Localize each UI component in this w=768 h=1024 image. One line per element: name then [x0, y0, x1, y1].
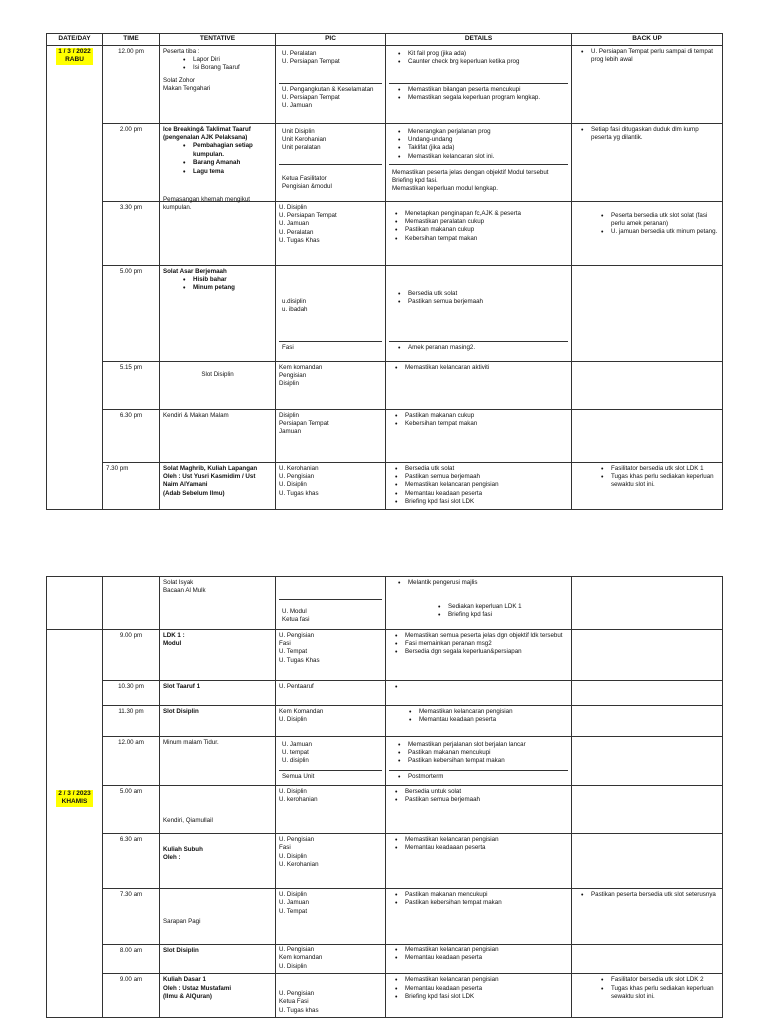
pic-text: U. Disiplin — [279, 481, 307, 489]
list-item: • Menetapkan penginapan fc,AJK & peserta — [405, 210, 568, 218]
time-cell: 6.30 pm — [103, 409, 160, 462]
list-item: • Fasi memainkan peranan msg2 — [405, 640, 568, 648]
time-cell: 12.00 am — [103, 736, 160, 785]
tentative-cell — [160, 577, 276, 630]
list-item: • Memastikan kelancaran aktiviti — [405, 364, 568, 372]
time-cell: 5.00 pm — [103, 265, 160, 361]
pic-text: U. Pengangkutan & Keselamatan — [282, 85, 374, 93]
pic-text: U. tempat — [282, 749, 309, 757]
tentative-cell: Slot Disiplin — [160, 945, 276, 974]
list-item: • Caunter check brg keperluan ketika prog — [408, 58, 565, 66]
list-item: • Kit fail prog (jika ada) — [408, 50, 565, 58]
table-row — [47, 786, 723, 834]
tentative-cell — [160, 629, 276, 680]
pic-text: U. Persiapan Tempat — [279, 212, 337, 220]
list-item: • Undang-undang — [408, 136, 565, 144]
tentative-text: Bacaan Al Mulk — [163, 587, 206, 595]
list-item: • Pembahagian setiap kumpulan. — [193, 142, 272, 159]
details-cell — [386, 834, 572, 889]
time-cell: 10.30 pm — [103, 680, 160, 705]
pic-text: U. Tempat — [279, 648, 308, 656]
table-row — [47, 705, 723, 736]
list-item: • Memastikan perjalanan slot berjalan lancar — [408, 741, 565, 749]
details-cell — [386, 201, 572, 265]
list-item: • Taklifat (jika ada) — [408, 144, 565, 152]
day-text: RABU — [65, 56, 84, 64]
backup-cell — [572, 265, 723, 361]
pic-text: U. Tugas Khas — [279, 656, 320, 664]
pic-text: U. Jamuan — [279, 220, 309, 228]
header-pic: PIC — [276, 34, 386, 46]
tentative-cell — [160, 265, 276, 361]
table-row — [47, 462, 723, 509]
list-item: • Memastikan kelancaran slot ini. — [408, 153, 565, 161]
pic-cell — [276, 45, 386, 123]
list-item: • Isi Borang Taaruf — [193, 64, 272, 72]
list-item: • Postmorterm — [408, 773, 565, 781]
header-tentative: TENTATIVE — [160, 34, 276, 46]
details-text: Briefing kpd fasi. — [392, 177, 438, 185]
backup-cell — [572, 123, 723, 201]
pic-cell — [276, 705, 386, 736]
list-item: • Memastikan segala keperluan program lengkap. — [408, 94, 565, 102]
list-item: • Minum petang — [193, 284, 272, 292]
backup-cell — [572, 577, 723, 630]
time-cell: 12.00 pm — [103, 45, 160, 123]
list-item: • Memastikan kelancaran pengisian — [405, 946, 568, 954]
list-item: • Pastikan makanan mencukupi — [408, 749, 565, 757]
tentative-text: Peserta tiba : — [163, 47, 200, 55]
list-item: • U. jamuan bersedia utk minum petang. — [611, 228, 719, 236]
pic-text: Ketua Fasilitator — [282, 174, 327, 182]
list-item: • Fasilitator bersedia utk slot LDK 2 — [611, 976, 719, 984]
pic-text: Unit Kerohanian — [282, 136, 327, 144]
list-item: • U. Persiapan Tempat perlu sampai di tempat prog lebih awal — [591, 48, 719, 65]
list-item: • Tugas khas perlu sediakan keperluan sewaktu slot ini. — [611, 985, 719, 1002]
pic-text: Unit Disiplin — [282, 127, 315, 135]
pic-text: Kem komandan — [279, 363, 323, 371]
pic-cell — [276, 974, 386, 1018]
details-text: Memastikan peserta jelas dengan objektif Modul tersebut — [392, 168, 549, 176]
tentative-cell — [160, 123, 276, 201]
details-cell — [386, 265, 572, 361]
time-cell: 5.15 pm — [103, 361, 160, 409]
list-item: • Pastikan semua berjemaah — [405, 473, 568, 481]
pic-text: U. Pengisian — [279, 473, 315, 481]
date-text: 1 / 3 / 2022 — [58, 47, 91, 55]
table-row — [47, 974, 723, 1018]
list-item: • Memastikan kelancaran pengisian — [405, 836, 568, 844]
pic-cell — [276, 786, 386, 834]
list-item: • Pastikan makanan mencukupi — [405, 891, 568, 899]
backup-cell — [572, 786, 723, 834]
header-details: DETAILS — [386, 34, 572, 46]
pic-text: Fasi — [279, 844, 291, 852]
backup-cell — [572, 736, 723, 785]
list-item: • Melantik pengerusi majlis — [408, 579, 565, 587]
list-item: • Amek peranan masing2. — [408, 344, 565, 352]
backup-cell — [572, 974, 723, 1018]
pic-text: Pengisian — [279, 372, 307, 380]
tentative-cell — [160, 409, 276, 462]
list-item: • Memastikan kelancaran pengisian — [405, 976, 568, 984]
time-cell: 9.00 pm — [103, 629, 160, 680]
table-row — [47, 834, 723, 889]
tentative-cell: Slot Disiplin — [160, 705, 276, 736]
pic-cell — [276, 945, 386, 974]
details-cell — [386, 462, 572, 509]
tentative-text: Kendiri, Qiamullail — [163, 816, 213, 824]
details-cell — [386, 577, 572, 630]
tentative-text: (Ilmu & AlQuran) — [163, 992, 212, 1000]
pic-text: U. Persiapan Tempat — [282, 94, 340, 102]
list-item: • Memastikan kelancaran pengisian — [405, 481, 568, 489]
day-text: KHAMIS — [61, 798, 88, 806]
tentative-text: (Adab Sebelum Ilmu) — [163, 489, 225, 497]
pic-text: U. Persiapan Tempat — [282, 58, 340, 66]
pic-text: U. Disiplin — [279, 891, 307, 899]
list-item: • Setiap fasi ditugaskan duduk dlm kump peserta yg dilantik. — [591, 126, 719, 143]
tentative-text: Ice Breaking& Taklimat Taaruf (pengenalan AJK Pelaksana) — [163, 125, 251, 142]
pic-text: Fasi — [282, 343, 294, 351]
tentative-cell: Slot Taaruf 1 — [160, 680, 276, 705]
pic-cell — [276, 629, 386, 680]
time-cell — [103, 577, 160, 630]
pic-text: Kem komandan — [279, 954, 323, 962]
pic-text: U. Kerohanian — [279, 861, 319, 869]
list-item: • Memantau keadaaan peserta — [405, 844, 568, 852]
table-row — [47, 361, 723, 409]
details-cell — [386, 786, 572, 834]
tentative-text: LDK 1 : — [163, 631, 185, 639]
tentative-cell — [160, 786, 276, 834]
backup-cell — [572, 705, 723, 736]
details-cell — [386, 736, 572, 785]
pic-cell — [276, 889, 386, 945]
pic-text: U. disiplin — [282, 757, 309, 765]
pic-text: u.disiplin — [282, 297, 307, 305]
table-row — [47, 265, 723, 361]
list-item: • Memastikan peralatan cukup — [405, 218, 568, 226]
list-item: • Kebersihan tempat makan — [405, 420, 568, 428]
pic-cell — [276, 201, 386, 265]
backup-cell — [572, 629, 723, 680]
pic-text: Kem Komandan — [279, 707, 324, 715]
tentative-text: Kuliah Dasar 1 — [163, 976, 206, 984]
pic-cell — [276, 462, 386, 509]
pic-text: U. Peralatan — [279, 228, 314, 236]
pic-cell — [276, 361, 386, 409]
list-item: • Barang Amanah — [193, 159, 272, 167]
pic-text: U. Pengisian — [279, 631, 315, 639]
backup-cell — [572, 45, 723, 123]
backup-cell — [572, 361, 723, 409]
tentative-cell: Minum malam Tidur. — [160, 736, 276, 785]
table-header-row — [47, 34, 723, 46]
tentative-cell — [160, 462, 276, 509]
tentative-text: Kuliah Subuh — [163, 846, 203, 854]
pic-text: U. Disiplin — [279, 788, 307, 796]
table-row — [47, 889, 723, 945]
backup-cell — [572, 680, 723, 705]
details-cell — [386, 629, 572, 680]
list-item: • Bersedia utk solat — [408, 290, 565, 298]
pic-cell — [276, 123, 386, 201]
tentative-text: Solat Maghrib, Kuliah Lapangan — [163, 464, 258, 472]
backup-cell — [572, 462, 723, 509]
pic-text: U. Pengisian — [279, 946, 315, 954]
list-item: • Briefing kpd fasi slot LDK — [405, 498, 568, 506]
list-item: • Briefing kpd fasi slot LDK — [405, 993, 568, 1001]
date-text: 2 / 3 / 2023 — [58, 789, 91, 797]
backup-cell — [572, 834, 723, 889]
list-item: • Sediakan keperluan LDK 1 — [448, 603, 565, 611]
pic-text: U. Pengisian — [279, 990, 315, 998]
table-row — [47, 45, 723, 123]
pic-text: u. ibadah — [282, 306, 308, 314]
pic-text: U. Jamuan — [282, 102, 312, 110]
table-row — [47, 123, 723, 201]
list-item: • Lagu tema — [193, 168, 272, 176]
tentative-cell — [160, 889, 276, 945]
table-row — [47, 680, 723, 705]
pic-text: Jamuan — [279, 428, 302, 436]
pic-text: U. Kerohanian — [279, 464, 319, 472]
tentative-text: Solat Isyak — [163, 579, 194, 586]
list-item: • Memantau keadaan peserta — [419, 716, 568, 724]
date-highlight — [56, 48, 93, 65]
list-item: • Fasilitator bersedia utk slot LDK 1 — [611, 465, 719, 473]
details-cell — [386, 945, 572, 974]
tentative-cell — [160, 834, 276, 889]
pic-text: U. Disiplin — [279, 962, 307, 970]
table-row — [47, 945, 723, 974]
details-text: Memastikan keperluan modul lengkap. — [392, 185, 498, 193]
list-item: • Tugas khas perlu sediakan keperluan sewaktu slot ini. — [611, 473, 719, 490]
list-item: • Kebersihan tempat makan — [405, 235, 568, 243]
time-cell: 11.30 pm — [103, 705, 160, 736]
backup-cell — [572, 201, 723, 265]
date-cell — [47, 629, 103, 1017]
list-item: • Pastikan makanan cukup — [405, 412, 568, 420]
list-item: • Memastikan bilangan peserta mencukupi — [408, 86, 565, 94]
header-date: DATE/DAY — [47, 34, 103, 46]
tentative-text: Solat Asar Berjemaah — [163, 267, 227, 275]
table-row — [47, 736, 723, 785]
tentative-text: Oleh : — [163, 854, 181, 862]
pic-cell — [276, 834, 386, 889]
list-item: • Memantau keadaan peserta — [405, 954, 568, 962]
pic-text: U. Tugas khas — [279, 1006, 319, 1014]
date-cell-empty — [47, 577, 103, 630]
details-cell — [386, 705, 572, 736]
tentative-text: Makan Tengahari — [163, 85, 211, 93]
backup-cell — [572, 409, 723, 462]
list-item: • Pastikan kebersihan tempat makan — [405, 899, 568, 907]
pic-text: Ketua fasi — [282, 616, 310, 624]
pic-text: Ketua Fasi — [279, 998, 309, 1006]
list-item: • Briefing kpd fasi — [448, 611, 565, 619]
details-cell — [386, 361, 572, 409]
tentative-text: Solat Zohor — [163, 76, 195, 84]
schedule-table-day1 — [46, 33, 723, 510]
details-cell — [386, 123, 572, 201]
tentative-cell — [160, 195, 276, 265]
details-cell — [386, 45, 572, 123]
list-item: • Pastikan makanan cukup — [405, 226, 568, 234]
pic-text: U. Tempat — [279, 907, 308, 915]
list-item: • Peserta bersedia utk slot solat (fasi perlu amek peranan) — [611, 212, 719, 229]
tentative-text: Sarapan Pagi — [163, 917, 201, 925]
pic-cell — [276, 736, 386, 785]
details-cell — [386, 974, 572, 1018]
pic-cell — [276, 577, 386, 630]
list-item: • Pastikan semua berjemaah — [405, 796, 568, 804]
list-item: • Pastikan semua berjemaah — [408, 298, 565, 306]
list-item: • Menerangkan perjalanan prog — [408, 128, 565, 136]
list-item: • Memantau keadaan peserta — [405, 490, 568, 498]
pic-text: Persiapan Tempat — [279, 420, 329, 428]
pic-text: U. Jamuan — [279, 899, 309, 907]
list-item: • Memastikan semua peserta jelas dgn objektif ldk tersebut — [405, 632, 568, 640]
date-cell — [47, 45, 103, 509]
pic-text: U. Tugas khas — [279, 489, 319, 497]
pic-text: U. Disiplin — [279, 852, 307, 860]
table-row — [47, 409, 723, 462]
pic-text: Fasi — [279, 640, 291, 648]
tentative-cell — [160, 361, 276, 409]
time-cell: 6.30 am — [103, 834, 160, 889]
time-cell: 7.30 am — [103, 889, 160, 945]
tentative-cell — [160, 974, 276, 1018]
pic-text: U. Modul — [282, 608, 307, 615]
time-cell: 7.30 pm — [103, 462, 160, 509]
details-cell — [386, 889, 572, 945]
tentative-text: Pemasangan khemah mengikut kumpulan. — [163, 195, 251, 212]
pic-text: Pengisian &modul — [282, 183, 332, 191]
pic-text: U. kerohanian — [279, 796, 318, 804]
pic-text: U. Tugas Khas — [279, 237, 320, 245]
details-cell — [386, 680, 572, 705]
list-item: • Pastikan kebersihan tempat makan — [408, 757, 565, 765]
list-item: • Bersedia utk solat — [405, 465, 568, 473]
pic-text: U. Disiplin — [279, 716, 307, 724]
table-row — [47, 629, 723, 680]
backup-cell — [572, 945, 723, 974]
header-backup: BACK UP — [572, 34, 723, 46]
list-item: • Lapor Diri — [193, 56, 272, 64]
pic-text: U. Pengisian — [279, 836, 315, 844]
tentative-text: Kendiri & Makan Malam — [163, 411, 229, 419]
list-item: • Hisib bahar — [193, 276, 272, 284]
pic-cell: U. Pentaaruf — [276, 680, 386, 705]
list-item: • Bersedia dgn segala keperluan&persiapan — [405, 648, 568, 656]
table-row — [47, 577, 723, 630]
tentative-cell — [160, 45, 276, 123]
list-item: • Bersedia untuk solat — [405, 788, 568, 796]
tentative-text: Slot Disiplin — [201, 370, 234, 378]
tentative-text: Oleh : Ustaz Mustafami — [163, 984, 232, 992]
tentative-text: Modul — [163, 640, 182, 648]
time-cell: 5.00 am — [103, 786, 160, 834]
backup-cell — [572, 889, 723, 945]
pic-text: Unit peralatan — [282, 144, 321, 152]
time-cell: 8.00 am — [103, 945, 160, 974]
header-time: TIME — [103, 34, 160, 46]
pic-text: U. Peralatan — [282, 49, 317, 57]
details-cell — [386, 409, 572, 462]
tentative-text: Oleh : Ust Yusri Kasmidim / Ust Naim AlYamani — [163, 473, 256, 489]
pic-cell — [276, 265, 386, 361]
pic-text: U. Jamuan — [282, 740, 312, 748]
pic-text: Disiplin — [279, 411, 299, 419]
schedule-table-day2 — [46, 576, 723, 1018]
pic-text: U. Disiplin — [279, 203, 307, 211]
pic-cell — [276, 409, 386, 462]
pic-text: Disiplin — [279, 380, 299, 388]
time-cell: 2.00 pm — [103, 123, 160, 201]
list-item: • Pastikan peserta bersedia utk slot seterusnya — [591, 891, 719, 899]
time-cell: 3.30 pm — [103, 201, 160, 265]
table-row — [47, 201, 723, 265]
list-item: • Memantau keadaan peserta — [405, 985, 568, 993]
list-item: • Memastikan kelancaran pengisian — [419, 708, 568, 716]
time-cell: 9.00 am — [103, 974, 160, 1018]
date-highlight — [56, 790, 93, 807]
pic-text: Semua Unit — [282, 772, 315, 780]
